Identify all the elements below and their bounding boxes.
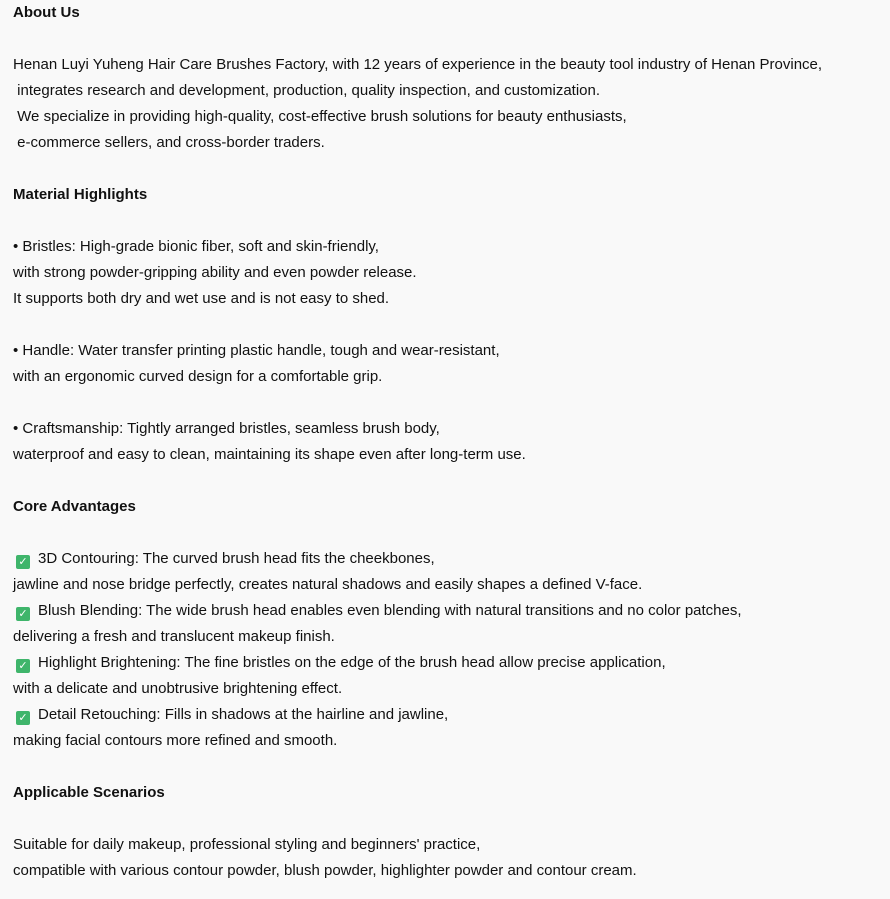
advantage-detail-line: making facial contours more refined and smooth. xyxy=(13,732,338,749)
advantage-detail-line: delivering a fresh and translucent makeup finish. xyxy=(13,628,335,645)
section-heading: About Us xyxy=(13,4,80,21)
section-heading: Material Highlights xyxy=(13,186,148,203)
advantage-title-line: Blush Blending: The wide brush head enables even blending with natural transitions and no color patches, xyxy=(38,602,742,619)
text-line: with strong powder-gripping ability and even powder release. xyxy=(13,264,417,281)
check-mark-icon: ✓ xyxy=(16,659,30,673)
text-line: • Craftsmanship: Tightly arranged bristles, seamless brush body, xyxy=(13,420,440,437)
advantage-item xyxy=(13,702,890,728)
advantage-detail-line: jawline and nose bridge perfectly, creates natural shadows and easily shapes a defined V-face. xyxy=(13,576,643,593)
text-line: waterproof and easy to clean, maintaining its shape even after long-term use. xyxy=(13,446,526,463)
text-line: • Bristles: High-grade bionic fiber, soft and skin-friendly, xyxy=(13,238,379,255)
text-line: • Handle: Water transfer printing plastic handle, tough and wear-resistant, xyxy=(13,342,500,359)
text-line: with an ergonomic curved design for a comfortable grip. xyxy=(13,368,383,385)
check-mark-icon: ✓ xyxy=(16,607,30,621)
text-line: compatible with various contour powder, blush powder, highlighter powder and contour cream. xyxy=(13,862,637,879)
advantage-title-line: Highlight Brightening: The fine bristles on the edge of the brush head allow precise application, xyxy=(38,654,666,671)
advantage-item xyxy=(13,546,890,572)
text-line: e-commerce sellers, and cross-border traders. xyxy=(13,134,325,151)
check-mark-icon: ✓ xyxy=(16,711,30,725)
section-heading: Applicable Scenarios xyxy=(13,784,165,801)
check-mark-icon: ✓ xyxy=(16,555,30,569)
text-line: Suitable for daily makeup, professional styling and beginners' practice, xyxy=(13,836,481,853)
advantage-title-line: 3D Contouring: The curved brush head fits the cheekbones, xyxy=(38,550,435,567)
text-line: It supports both dry and wet use and is not easy to shed. xyxy=(13,290,390,307)
text-line: Henan Luyi Yuheng Hair Care Brushes Factory, with 12 years of experience in the beauty tool industry of Henan Province, xyxy=(13,56,823,73)
advantage-item xyxy=(13,598,890,624)
advantage-detail-line: with a delicate and unobtrusive brightening effect. xyxy=(13,680,343,697)
text-line: We specialize in providing high-quality, cost-effective brush solutions for beauty enthusiasts, xyxy=(13,108,627,125)
section-heading: Core Advantages xyxy=(13,498,136,515)
advantage-title-line: Detail Retouching: Fills in shadows at the hairline and jawline, xyxy=(38,706,449,723)
advantage-item xyxy=(13,650,890,676)
text-line: integrates research and development, production, quality inspection, and customization. xyxy=(13,82,601,99)
